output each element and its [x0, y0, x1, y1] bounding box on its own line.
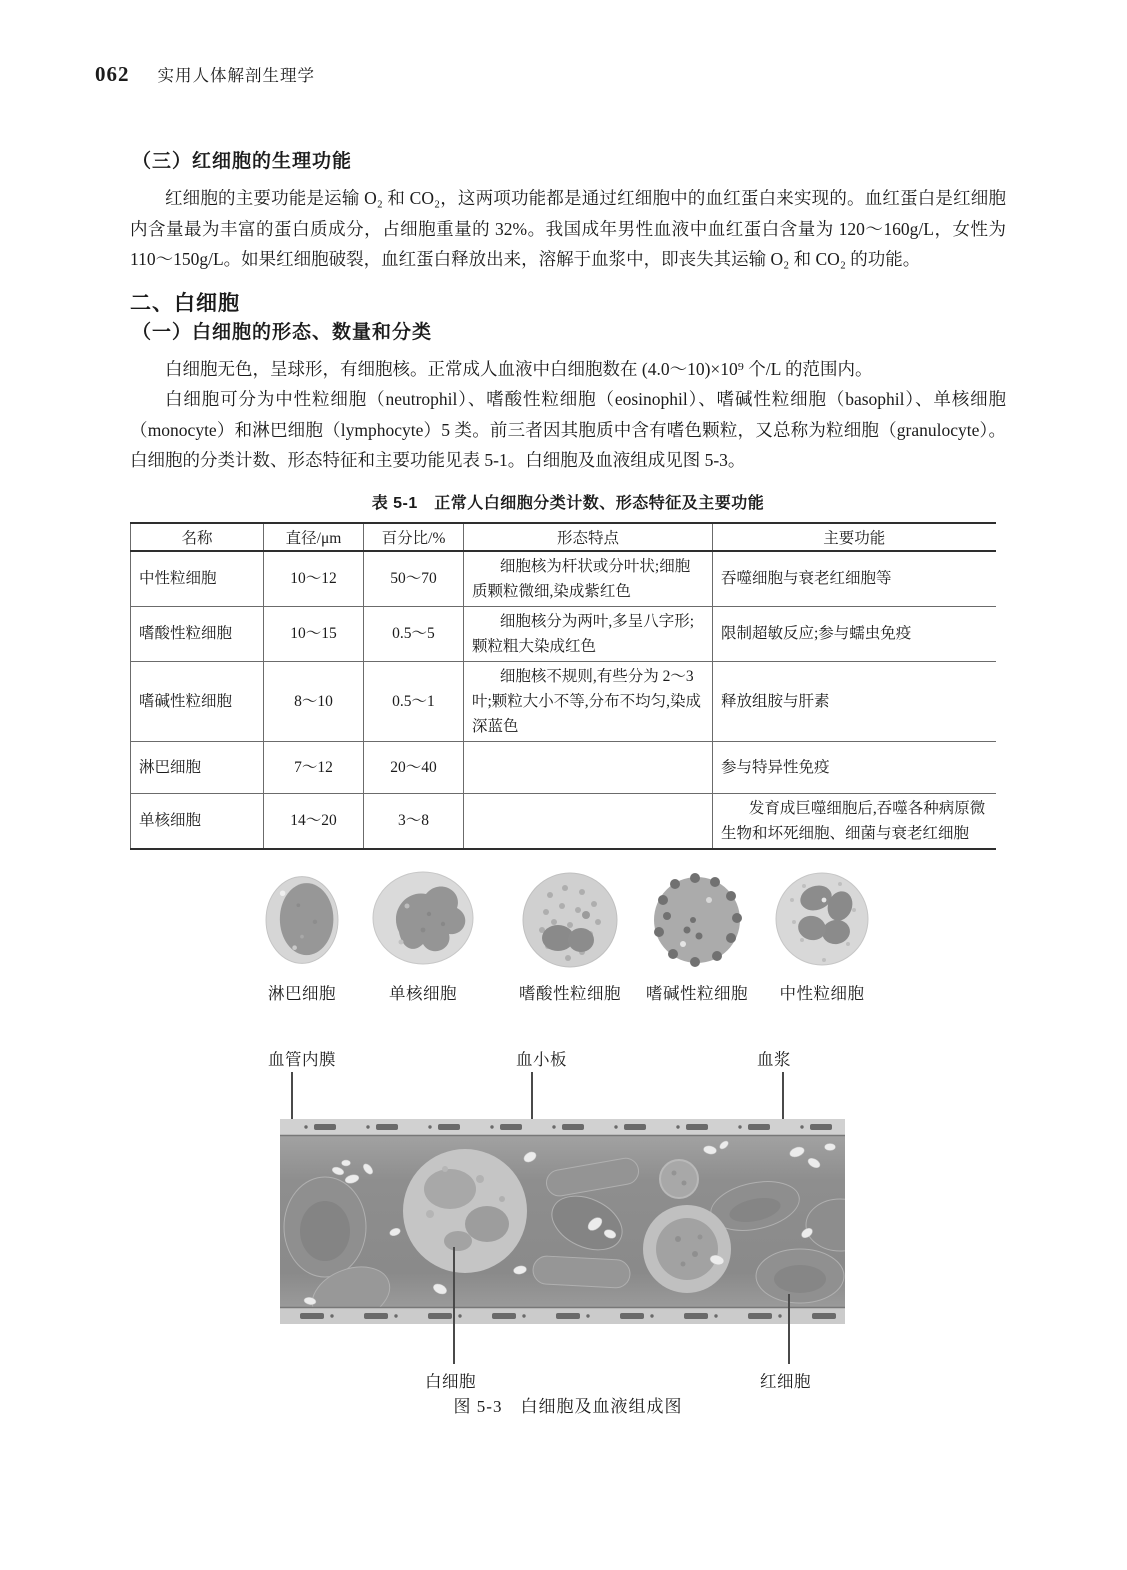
- table-header-row: [131, 523, 996, 551]
- heading-wbc: 二、白细胞: [130, 291, 240, 315]
- table-row: [131, 661, 996, 741]
- label-endothelium: 血管内膜: [268, 1049, 336, 1069]
- table-row: [131, 606, 996, 661]
- page-number: 062: [95, 62, 130, 86]
- column-header: 名称: [131, 523, 264, 551]
- table-cell: 50～70: [364, 551, 464, 607]
- table-cell: 嗜酸性粒细胞: [131, 606, 264, 661]
- cell-label: 嗜碱性粒细胞: [646, 983, 748, 1003]
- table-cell: 中性粒细胞: [131, 551, 264, 607]
- heading-rbc-function: （三）红细胞的生理功能: [132, 151, 353, 172]
- eosinophil-photo-icon: [520, 870, 620, 970]
- table-cell: 细胞核分为两叶,多呈八字形;颗粒粗大染成红色: [464, 606, 713, 661]
- leukocyte-photo-strip: [130, 870, 1006, 1012]
- table-cell: 发育成巨噬细胞后,吞噬各种病原微生物和坏死细胞、细菌与衰老红细胞: [721, 799, 986, 842]
- table-cell: 10～12: [264, 551, 364, 607]
- figure-monocyte: [358, 870, 488, 1004]
- column-header: 形态特点: [464, 523, 713, 551]
- label-platelet: 血小板: [516, 1049, 567, 1069]
- table-cell: 20～40: [364, 741, 464, 793]
- figure-neutrophil: [757, 870, 887, 1004]
- label-wbc: 白细胞: [425, 1371, 476, 1391]
- table-cell: 0.5～1: [364, 661, 464, 741]
- label-rbc: 红细胞: [760, 1371, 811, 1391]
- column-header: 主要功能: [713, 523, 996, 551]
- table-cell: 参与特异性免疫: [713, 741, 996, 793]
- table-cell: 吞噬细胞与衰老红细胞等: [713, 551, 996, 607]
- figure-eosinophil: [505, 870, 635, 1004]
- cell-label: 单核细胞: [389, 983, 457, 1003]
- neutrophil-photo-icon: [774, 870, 870, 970]
- column-header: 百分比/%: [364, 523, 464, 551]
- cell-label: 嗜酸性粒细胞: [519, 983, 621, 1003]
- pointer-line-rbc: [788, 1294, 790, 1364]
- table-cell: 3～8: [364, 793, 464, 849]
- cell-label: 中性粒细胞: [779, 983, 865, 1003]
- page-content: [130, 146, 1006, 1436]
- table-cell: 7～12: [264, 741, 364, 793]
- running-head: [95, 62, 315, 87]
- pointer-line-wbc: [453, 1247, 455, 1364]
- table-cell: 细胞核为杆状或分叶状;细胞质颗粒微细,染成紫红色: [464, 551, 713, 607]
- paragraph-rbc: 红细胞的主要功能是运输 O₂ 和 CO₂，这两项功能都是通过红细胞中的血红蛋白来实现的。血红蛋白是红细胞内含量最为丰富的蛋白质成分，占细胞重量的 32%。我国成年男性血液中血红蛋白含量为 120～160g/L，女性为 110～150g/L。如果红细胞破裂，血红蛋白释放出来，溶解于血浆中，即丧失其运输 O₂ 和 CO₂ 的功能。: [130, 188, 1006, 269]
- lymphocyte-photo-icon: [254, 870, 350, 970]
- monocyte-photo-icon: [371, 870, 475, 970]
- label-plasma: 血浆: [757, 1049, 791, 1069]
- book-title: 实用人体解剖生理学: [157, 67, 315, 85]
- table-cell: 嗜碱性粒细胞: [131, 661, 264, 741]
- table-title: 表 5-1 正常人白细胞分类计数、形态特征及主要功能: [371, 494, 765, 512]
- table-cell: 0.5～5: [364, 606, 464, 661]
- table-cell: [464, 741, 713, 793]
- paragraph-wbc-2: 白细胞可分为中性粒细胞（neutrophil）、嗜酸性粒细胞（eosinophil）、嗜碱性粒细胞（basophil）、单核细胞（monocyte）和淋巴细胞（lymphocyte）5 类。前三者因其胞质中含有嗜色颗粒，又总称为粒细胞（granulocyte）。白细胞的分类计数、形态特征和主要功能见表 5-1。白细胞及血液组成见图 5-3。: [130, 389, 1006, 470]
- blood-vessel-illustration: [280, 1119, 845, 1324]
- table-row: [131, 741, 996, 793]
- figure-lymphocyte: [237, 870, 367, 1004]
- figure-basophil: [632, 870, 762, 1004]
- table-cell: 10～15: [264, 606, 364, 661]
- table-cell: 淋巴细胞: [131, 741, 264, 793]
- heading-wbc-morphology: （一）白细胞的形态、数量和分类: [132, 321, 433, 343]
- wbc-classification-table: [130, 522, 996, 850]
- table-cell: 释放组胺与肝素: [713, 661, 996, 741]
- table-cell: 限制超敏反应;参与蠕虫免疫: [713, 606, 996, 661]
- basophil-photo-icon: [649, 870, 745, 970]
- table-cell: 细胞核不规则,有些分为 2～3 叶;颗粒大小不等,分布不均匀,染成深蓝色: [464, 661, 713, 741]
- paragraph-wbc-1: 白细胞无色，呈球形，有细胞核。正常成人血液中白细胞数在 (4.0～10)×10⁹ 个/L 的范围内。: [165, 358, 873, 379]
- table-cell: 单核细胞: [131, 793, 264, 849]
- figure-caption: 图 5-3 白细胞及血液组成图: [453, 1396, 683, 1416]
- table-row: [131, 793, 996, 849]
- column-header: 直径/μm: [264, 523, 364, 551]
- cell-label: 淋巴细胞: [268, 983, 336, 1003]
- figure-blood-vessel: [130, 1044, 1006, 1436]
- table-cell: [464, 793, 713, 849]
- table-cell: 14～20: [264, 793, 364, 849]
- table-cell: 8～10: [264, 661, 364, 741]
- table-row: [131, 551, 996, 607]
